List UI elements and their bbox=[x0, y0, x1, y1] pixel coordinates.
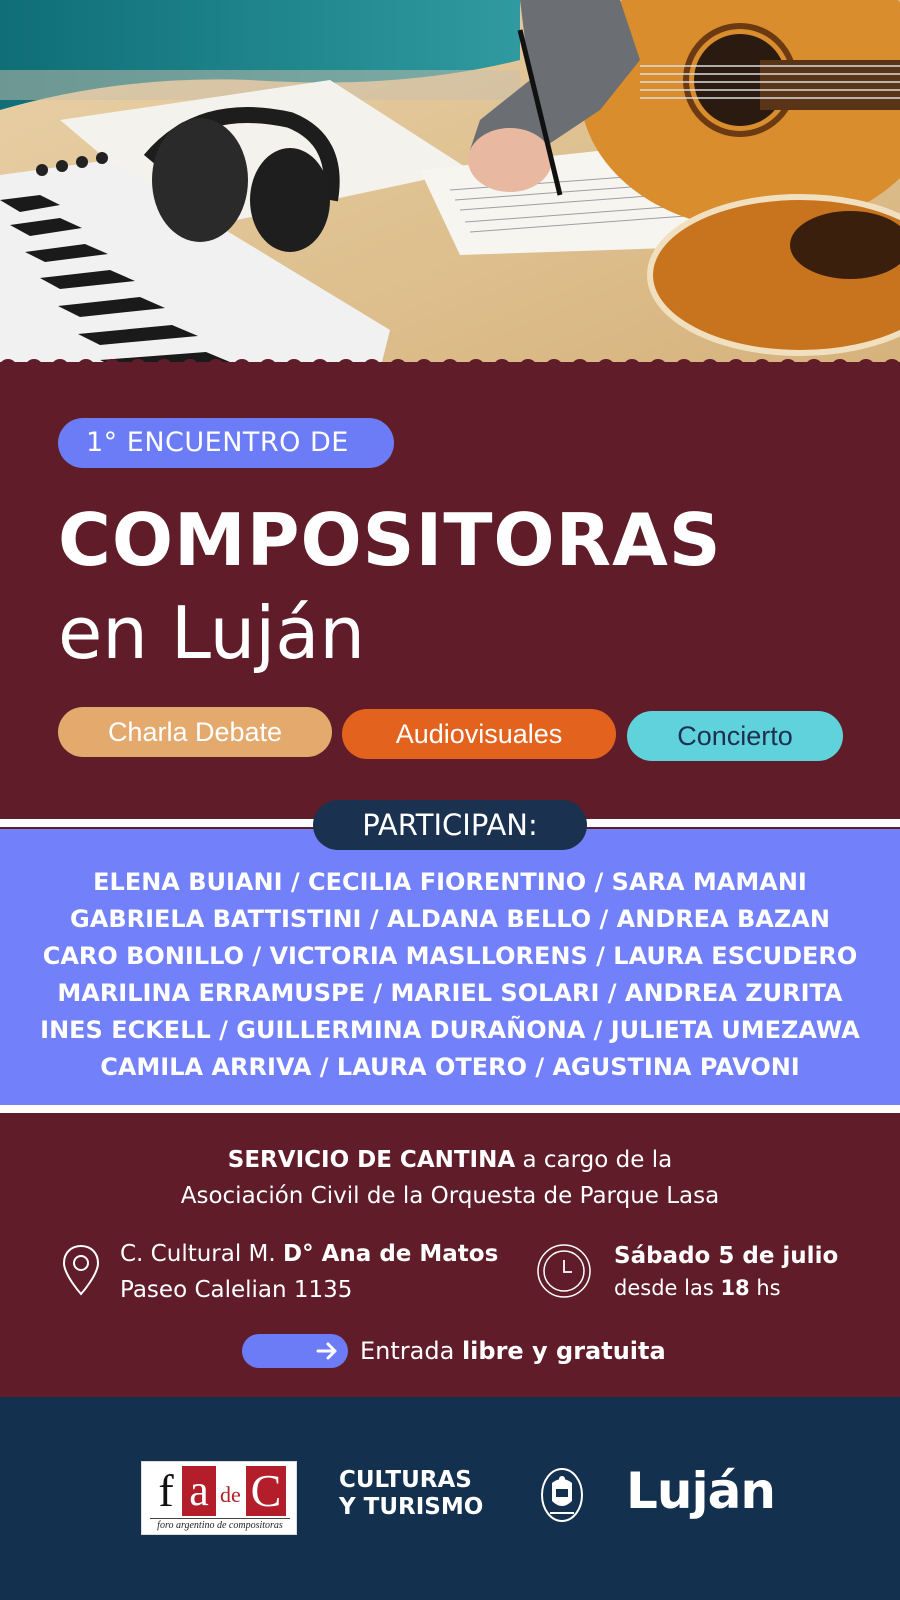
cantina-bold: SERVICIO DE CANTINA bbox=[227, 1147, 516, 1173]
event-title: COMPOSITORAS bbox=[58, 498, 722, 582]
lujan-logo: Luján bbox=[626, 1462, 775, 1520]
fadc-letter-c: C bbox=[246, 1466, 286, 1516]
culturas-turismo-logo bbox=[339, 1467, 483, 1521]
time-suffix: hs bbox=[749, 1276, 781, 1300]
entrance-arrow-pill bbox=[242, 1334, 348, 1368]
entrance-text bbox=[360, 1332, 666, 1370]
participants-line: CAMILA ARRIVA / LAURA OTERO / AGUSTINA PAVONI bbox=[100, 1053, 800, 1081]
participants-line: MARILINA ERRAMUSPE / MARIEL SOLARI / ANDREA ZURITA bbox=[57, 979, 843, 1007]
map-pin-icon bbox=[62, 1244, 100, 1296]
edition-badge: 1° ENCUENTRO DE bbox=[58, 418, 394, 468]
location-address: Paseo Calelian 1135 bbox=[120, 1277, 353, 1303]
divider-bottom bbox=[0, 1105, 900, 1113]
culturas-line1: CULTURAS bbox=[339, 1467, 472, 1493]
location-prefix: C. Cultural M. bbox=[120, 1241, 284, 1267]
time-prefix: desde las bbox=[614, 1276, 721, 1300]
tag-charla-debate: Charla Debate bbox=[58, 707, 332, 757]
arrow-right-icon bbox=[316, 1341, 338, 1361]
event-date: Sábado 5 de julio bbox=[614, 1243, 839, 1269]
culturas-line2: Y TURISMO bbox=[339, 1494, 484, 1520]
music-studio-photo bbox=[0, 0, 900, 370]
participants-list bbox=[0, 864, 900, 1086]
fadc-letter-a: a bbox=[182, 1466, 216, 1516]
participants-heading: PARTICIPAN: bbox=[313, 800, 587, 850]
cantina-rest: a cargo de la bbox=[515, 1147, 673, 1173]
fadc-caption: foro argentino de compositoras bbox=[150, 1518, 290, 1533]
location-venue: D° Ana de Matos bbox=[283, 1241, 499, 1267]
header-photo bbox=[0, 0, 900, 370]
event-subtitle: en Luján bbox=[58, 591, 366, 675]
participants-line: CARO BONILLO / VICTORIA MASLLORENS / LAURA ESCUDERO bbox=[42, 942, 858, 970]
participants-line: INES ECKELL / GUILLERMINA DURAÑONA / JULIETA UMEZAWA bbox=[40, 1016, 860, 1044]
cantina-info bbox=[0, 1142, 900, 1214]
cantina-line2: Asociación Civil de la Orquesta de Parque Lasa bbox=[180, 1183, 720, 1209]
fadc-letters-de: de bbox=[220, 1482, 241, 1507]
entrance-prefix: Entrada bbox=[360, 1337, 462, 1365]
tag-audiovisuales: Audiovisuales bbox=[342, 709, 616, 759]
date-info bbox=[614, 1240, 838, 1304]
footer bbox=[0, 1397, 900, 1600]
event-time: 18 bbox=[720, 1276, 750, 1300]
entrance-free: libre y gratuita bbox=[461, 1337, 666, 1365]
participants-line: GABRIELA BATTISTINI / ALDANA BELLO / ANDREA BAZAN bbox=[70, 905, 830, 933]
participants-line: ELENA BUIANI / CECILIA FIORENTINO / SARA MAMANI bbox=[93, 868, 807, 896]
fadc-logo bbox=[141, 1461, 297, 1535]
tag-concierto: Concierto bbox=[627, 711, 843, 761]
location-text bbox=[120, 1236, 498, 1308]
municipal-seal-icon bbox=[540, 1467, 584, 1523]
clock-icon bbox=[536, 1243, 592, 1299]
fadc-letter-f: f bbox=[152, 1466, 180, 1516]
